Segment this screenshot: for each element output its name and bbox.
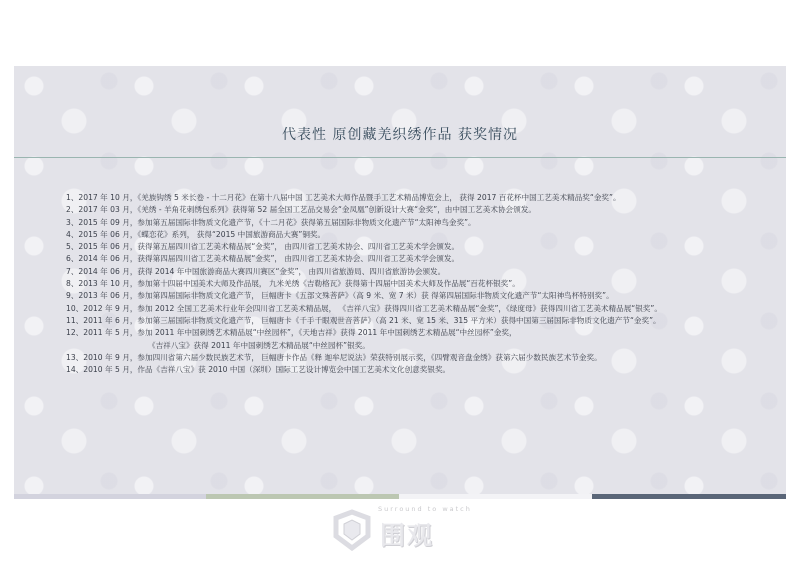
list-item: 7、2014 年 06 月，获得 2014 年中国旅游商品大赛四川赛区“金奖”， 由四川省旅游局、四川省旅游协会颁发。 xyxy=(66,266,446,276)
logo-wordmark: 围观 xyxy=(380,521,435,550)
list-item: 6、2014 年 06 月，获得第四届四川省工艺美术精品展“金奖”， 由四川省工艺美术协会、四川省工艺美术学会颁发。 xyxy=(66,254,460,264)
list-item: 11、2011 年 6 月，参加第三届国际非物质文化遗产节， 巨幅唐卡《千手千眼观世音菩萨》（高 21 米、宽 15 米、315 平方米）获得中国第三届国际非物质文化遗产节“金奖”。 xyxy=(66,315,661,325)
list-item: 3、2015 年 09 月，参加第五届国际非物质文化遗产节，《十二月花》获得第五届国际非物质文化遗产节“太阳神鸟金奖”。 xyxy=(66,217,476,227)
footer-bar-segment xyxy=(14,494,206,499)
footer-bar-segment xyxy=(206,494,399,499)
list-item: 10、2012 年 9 月，参加 2012 全国工艺美术行业年会四川省工艺美术精品展， 《吉祥八宝》获得四川省工艺美术精品展“金奖”，《绿度母》获得四川省工艺美术精品展“银奖”。 xyxy=(66,303,662,313)
logo-icon xyxy=(330,508,374,552)
list-item: 1、2017 年 10 月，《羌族钩绣 5 米长卷 - 十二月花》在第十八届中国 工艺美术大师作品暨手工艺术精品博览会上， 获得 2017 百花杯中国工艺美术精品奖“金奖”。 xyxy=(66,193,621,202)
title-divider xyxy=(14,157,786,158)
list-item: 2、2017 年 03 月，《羌绣 - 羊角花刺绣包系列》获得第 52 届全国工艺品交易会“金凤凰”创新设计大赛“金奖”，由中国工艺美术协会颁发。 xyxy=(66,205,536,215)
logo-tagline: Surround to watch xyxy=(378,505,472,513)
footer-bar-segment xyxy=(592,494,786,499)
list-item: 8、2013 年 10 月，参加第十四届中国美术大师及作品展， 九米羌绣《吉勒格瓦》获得第十四届中国美术大师及作品展“百花杯银奖”。 xyxy=(66,279,520,289)
award-list xyxy=(66,192,766,376)
list-item-continuation: 《吉祥八宝》获得 2011 年中国刺绣艺术精品展“中丝园杯”银奖。 xyxy=(148,340,370,350)
list-item: 13、2010 年 9 月，参加四川省第六届少数民族艺术节， 巨幅唐卡作品《释 迦牟尼说法》荣获特别展示奖，《四臂观音盘金绣》获第六届少数民族艺术节金奖。 xyxy=(66,352,602,362)
page-title: 代表性 原创藏羌织绣作品 获奖情况 xyxy=(282,127,518,143)
list-item: 5、2015 年 06 月，获得第五届四川省工艺美术精品展“金奖”， 由四川省工艺美术协会、四川省工艺美术学会颁发。 xyxy=(66,242,460,252)
list-item: 14、2010 年 5 月，作品《吉祥八宝》获 2010 中国（深圳）国际工艺设计博览会中国工艺美术文化创意奖银奖。 xyxy=(66,365,451,375)
list-item: 12、2011 年 5 月，参加 2011 年中国刺绣艺术精品展“中丝园杯”，《天地吉祥》获得 2011 年中国刺绣艺术精品展“中丝园杯”金奖， xyxy=(66,328,517,338)
list-item: 4、2015 年 06 月，《蝶恋花》系列， 获得“2015 中国旅游商品大赛”铜奖。 xyxy=(66,229,326,239)
list-item: 9、2013 年 06 月，参加第四届国际非物质文化遗产节， 巨幅唐卡《五部文殊菩萨》（高 9 米、宽 7 米）获 得第四届国际非物质文化遗产节“太阳神鸟杯特别奖”。 xyxy=(66,291,614,301)
footer-bar-segment xyxy=(399,494,592,499)
